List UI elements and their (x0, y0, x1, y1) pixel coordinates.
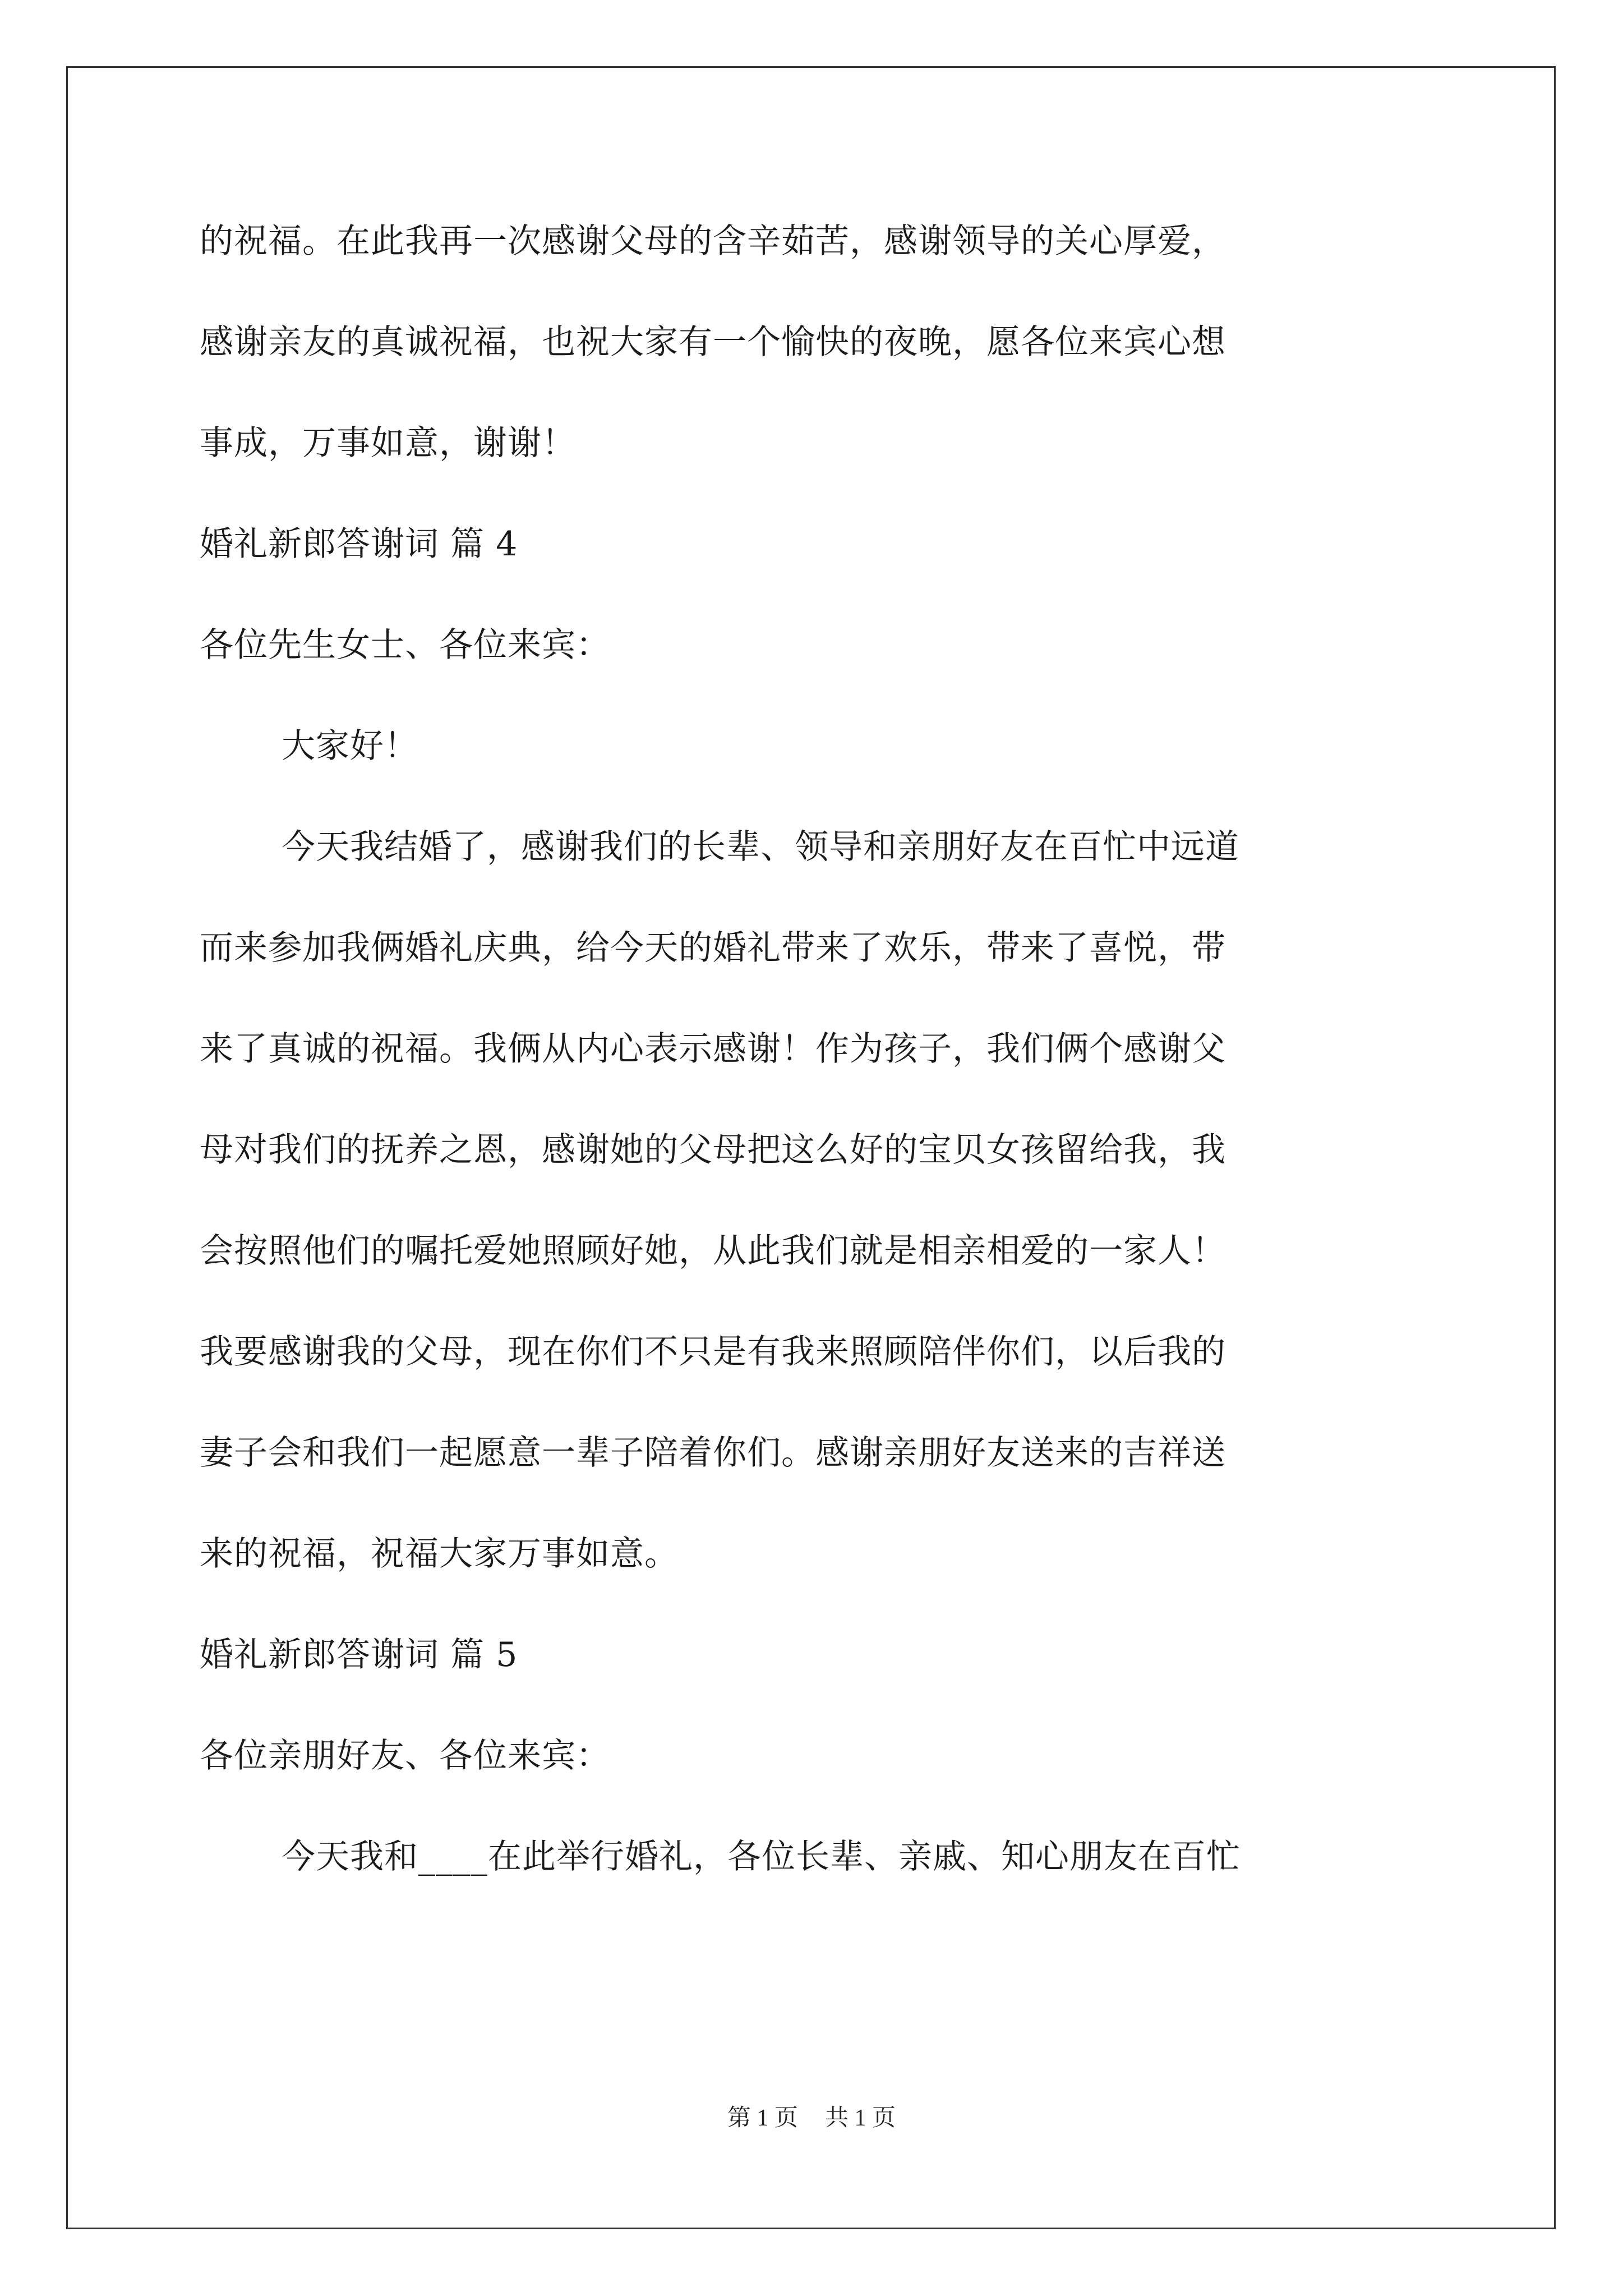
body-text-line: 母对我们的抚养之恩，感谢她的父母把这么好的宝贝女孩留给我，我 (200, 1130, 1226, 1170)
body-text-line: 而来参加我俩婚礼庆典，给今天的婚礼带来了欢乐，带来了喜悦，带 (200, 928, 1226, 968)
body-text-line: 我要感谢我的父母，现在你们不只是有我来照顾陪伴你们，以后我的 (200, 1332, 1226, 1372)
body-text-line: 今天我和____在此举行婚礼，各位长辈、亲戚、知心朋友在百忙 (282, 1837, 1241, 1876)
salutation: 各位先生女士、各位来宾： (200, 625, 610, 665)
body-text-line: 事成，万事如意，谢谢！ (200, 424, 576, 463)
body-text-line: 今天我结婚了，感谢我们的长辈、领导和亲朋好友在百忙中远道 (282, 827, 1239, 867)
page-total: 共 1 页 (825, 2105, 896, 2131)
body-text-line: 会按照他们的嘱托爱她照顾好她，从此我们就是相亲相爱的一家人！ (200, 1231, 1226, 1271)
section-heading: 婚礼新郎答谢词 篇 5 (200, 1635, 518, 1674)
page-footer (0, 2101, 1623, 2135)
greeting: 大家好！ (282, 726, 418, 766)
body-text-line: 来了真诚的祝福。我俩从内心表示感谢！作为孩子，我们俩个感谢父 (200, 1029, 1226, 1069)
body-text-line: 感谢亲友的真诚祝福，也祝大家有一个愉快的夜晚，愿各位来宾心想 (200, 323, 1226, 362)
salutation: 各位亲朋好友、各位来宾： (200, 1736, 610, 1775)
body-text-line: 来的祝福，祝福大家万事如意。 (200, 1534, 679, 1573)
body-text-line: 的祝福。在此我再一次感谢父母的含辛茹苦，感谢领导的关心厚爱， (200, 222, 1226, 261)
section-heading: 婚礼新郎答谢词 篇 4 (200, 524, 518, 564)
body-text-line: 妻子会和我们一起愿意一辈子陪着你们。感谢亲朋好友送来的吉祥送 (200, 1433, 1226, 1473)
page-number: 第 1 页 (727, 2105, 798, 2131)
